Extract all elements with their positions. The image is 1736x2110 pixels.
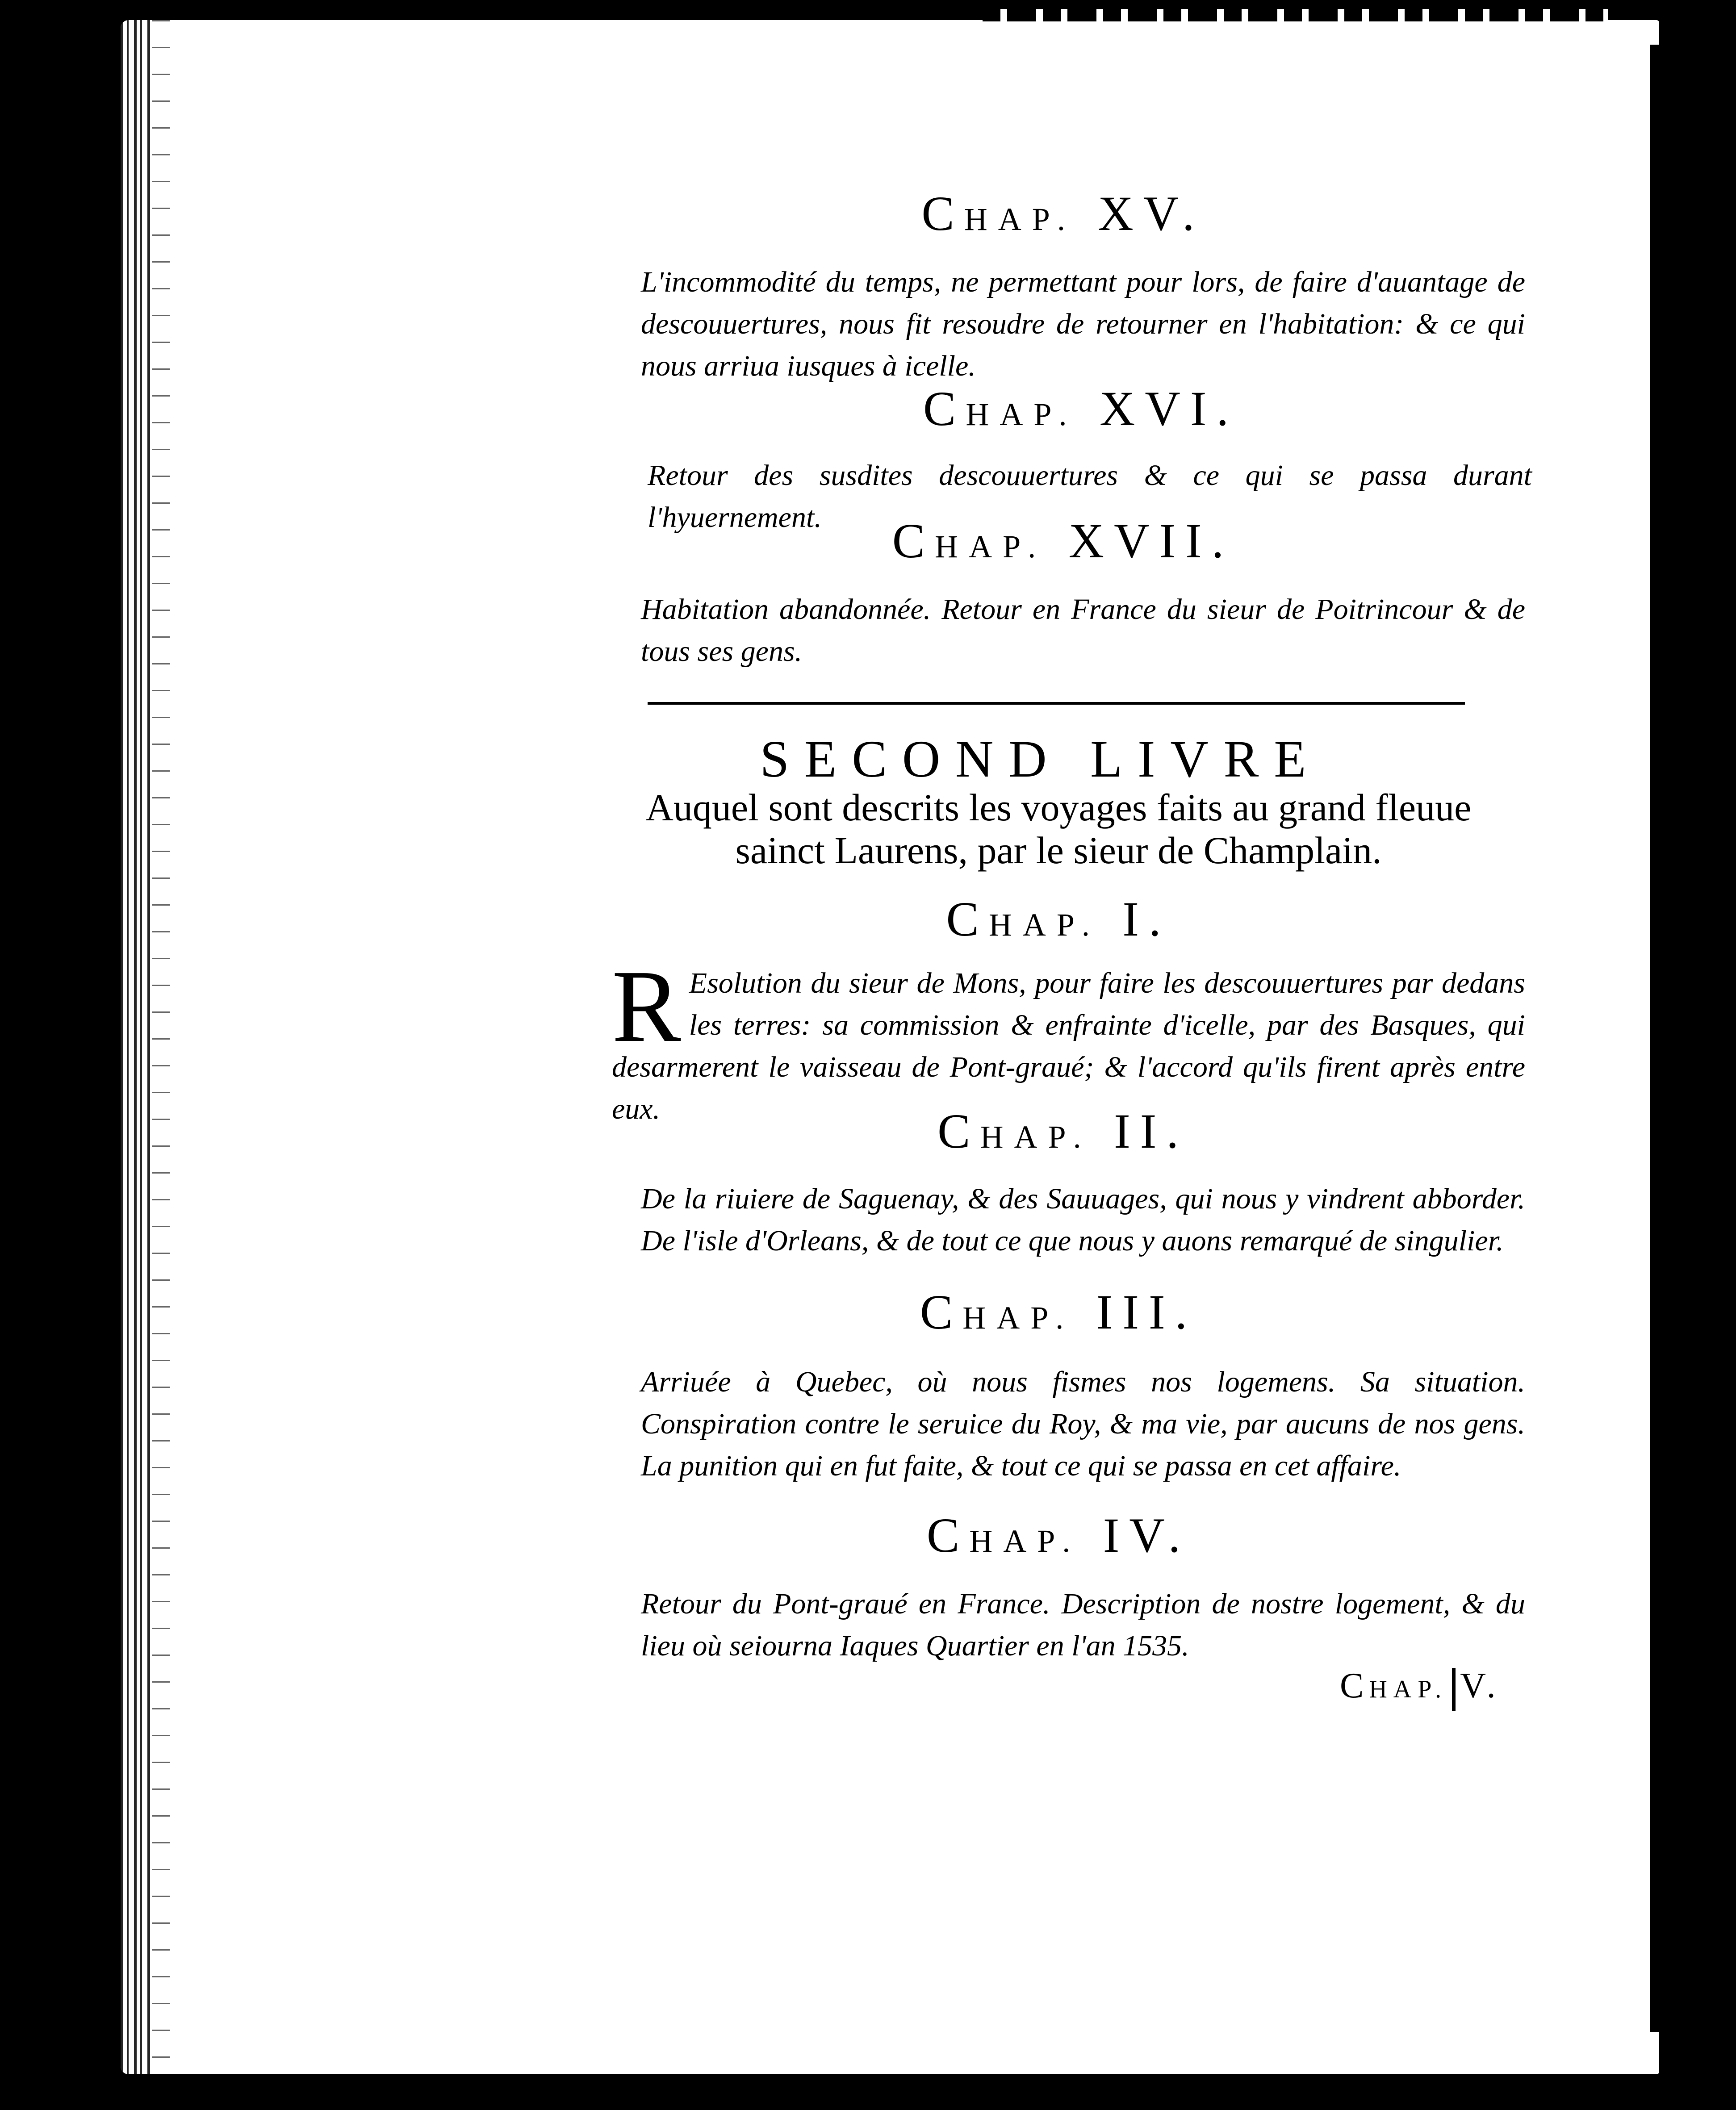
chapter-heading-word: HAP.: [988, 907, 1100, 943]
chapter-heading-numeral: XV.: [1098, 186, 1205, 241]
chapter-summary: L'incommodité du temps, ne permettant pour lors, de faire d'auantage de descouuertures, nous fit resoudre de retourner en l'habitation: & ce qui nous arriua iusques à icelle.: [641, 266, 1525, 382]
catchword: [1340, 1666, 1501, 1711]
chapter-heading-numeral: XVI.: [1099, 381, 1238, 436]
chapter-heading-initial: C: [921, 186, 964, 241]
chapter-summary: Retour des susdites descouuertures & ce qui se passa durant l'hyuernement.: [648, 459, 1532, 534]
chapter-summary: Arriuée à Quebec, où nous fismes nos logemens. Sa situation. Conspiration contre le seruice du Roy, & ma vie, par aucuns de nos gens. La punition qui en fut faite, & tout ce qui se passa en cet affaire.: [641, 1366, 1525, 1482]
chapter-heading-initial: C: [926, 1508, 970, 1563]
chapter-heading-numeral: II.: [1114, 1104, 1188, 1158]
chapter-heading-initial: C: [937, 1104, 980, 1158]
chapter-heading-word: HAP.: [980, 1119, 1092, 1155]
chapter-summary: Habitation abandonnée. Retour en France du sieur de Poitrincour & de tous ses gens.: [641, 593, 1525, 668]
chapter-heading: [923, 380, 1238, 437]
chapter-heading: [892, 513, 1234, 569]
chapter-heading-initial: C: [920, 1285, 963, 1339]
chapter-heading: [946, 891, 1171, 948]
drop-cap: R: [612, 949, 681, 1064]
section-divider-rule: [648, 702, 1465, 705]
chapter-heading: [920, 1284, 1197, 1341]
page-gutter-marks: [152, 20, 170, 2074]
chapter-heading-word: HAP.: [964, 201, 1076, 237]
chapter-summary: De la riuiere de Saguenay, & des Sauuages, qui nous y vindrent abborder. De l'isle d'Orleans, & de tout ce que nous y auons remarqué de singulier.: [641, 1182, 1525, 1257]
chapter-heading-initial: C: [892, 514, 935, 568]
chapter-heading-numeral: I.: [1122, 892, 1171, 946]
chapter-heading-numeral: III.: [1096, 1285, 1197, 1339]
chapter-heading-numeral: XVII.: [1068, 514, 1234, 568]
catchword-initial: C: [1340, 1666, 1369, 1705]
chapter-heading: [937, 1103, 1188, 1160]
page-top-edge: [983, 9, 1608, 21]
chapter-summary-text: Esolution du sieur de Mons, pour faire les descouuertures par dedans les terres: sa commission & enfrainte d'icelle, par des Basques, qui desarmerent le vaisseau de Pont-graué; & l'accord qu'ils firent après entre eux.: [612, 967, 1525, 1125]
book-title: SECOND LIVRE: [760, 730, 1322, 788]
catchword-word: HAP.: [1369, 1675, 1448, 1703]
book-subtitle: Auquel sont descrits les voyages faits au grand fleuue sainct Laurens, par le sieur de Champlain.: [645, 786, 1472, 872]
chapter-heading-word: HAP.: [966, 397, 1078, 432]
page-gutter-shadow: [121, 20, 152, 2074]
chapter-heading-word: HAP.: [969, 1523, 1081, 1559]
chapter-heading-word: HAP.: [962, 1300, 1075, 1336]
catchword-bar: [1452, 1668, 1456, 1711]
chapter-heading: [927, 1507, 1190, 1564]
catchword-numeral: V.: [1460, 1666, 1501, 1705]
chapter-summary: Retour du Pont-graué en France. Description de nostre logement, & du lieu où seiourna Iaques Quartier en l'an 1535.: [641, 1588, 1525, 1662]
next-page-edge: [1650, 45, 1668, 2032]
chapter-heading-initial: C: [946, 892, 989, 946]
chapter-heading-numeral: IV.: [1103, 1508, 1191, 1563]
chapter-heading-initial: C: [923, 381, 966, 436]
chapter-heading: [921, 185, 1204, 242]
chapter-heading-word: HAP.: [935, 529, 1047, 564]
